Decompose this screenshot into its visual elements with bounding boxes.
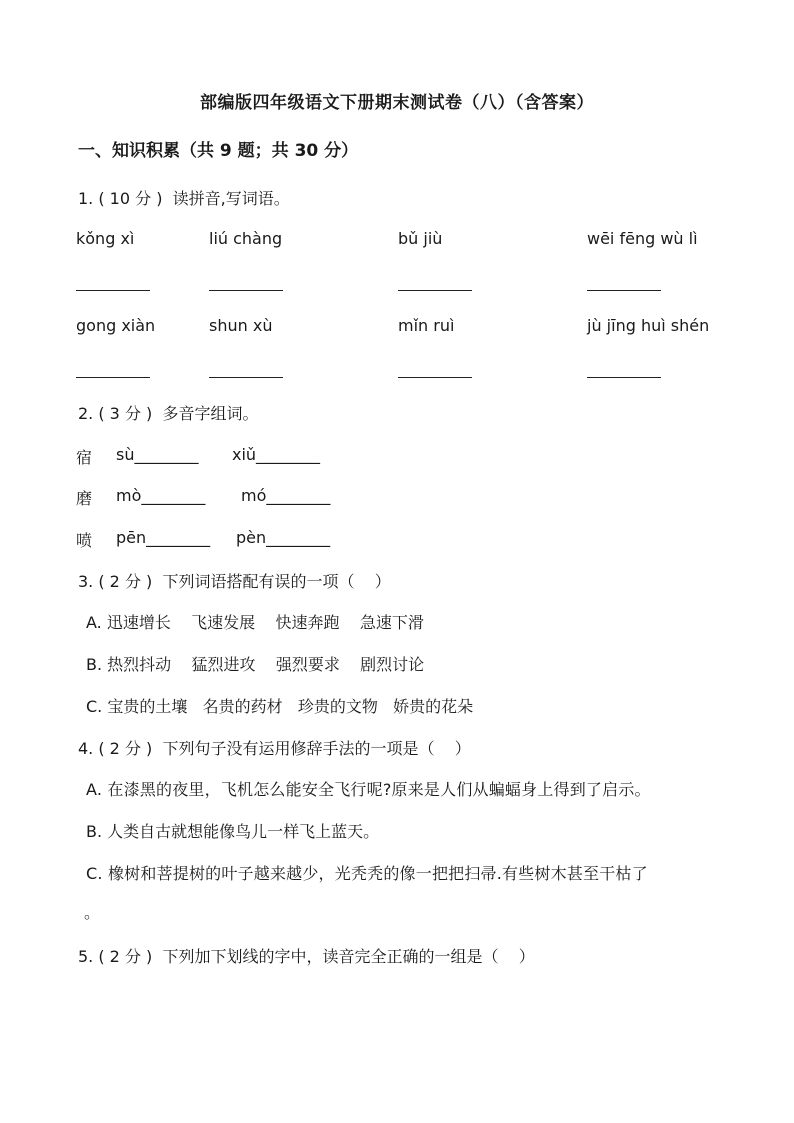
- polyphone-char: 喷: [76, 531, 93, 550]
- option-b[interactable]: B. 热烈抖动 猛烈进攻 强烈要求 剧烈讨论: [86, 655, 425, 674]
- question-4-stem: 4. ( 2 分 ) 下列句子没有运用修辞手法的一项是（ ）: [78, 739, 471, 758]
- option-a[interactable]: A. 迅速增长 飞速发展 快速奔跑 急速下滑: [86, 613, 424, 632]
- pinyin-item: mǐn ruì: [398, 316, 455, 335]
- question-2-stem: 2. ( 3 分 ) 多音字组词。: [78, 404, 259, 423]
- option-a[interactable]: A. 在漆黑的夜里，飞机怎么能安全飞行呢?原来是人们从蝙蝠身上得到了启示。: [86, 780, 651, 799]
- pinyin-item: gong xiàn: [76, 316, 156, 335]
- option-c-continuation: 。: [84, 903, 101, 922]
- page-title: 部编版四年级语文下册期末测试卷（八）（含答案）: [200, 93, 594, 113]
- pinyin-item: bǔ jiù: [398, 229, 443, 248]
- polyphone-reading-b[interactable]: xiǔ________: [232, 445, 321, 464]
- answer-blank[interactable]: [76, 290, 150, 291]
- polyphone-reading-b[interactable]: pèn________: [236, 528, 331, 547]
- pinyin-item: liú chàng: [209, 229, 283, 248]
- answer-blank[interactable]: [398, 290, 472, 291]
- polyphone-char: 宿: [76, 448, 93, 467]
- pinyin-item: shun xù: [209, 316, 273, 335]
- option-b[interactable]: B. 人类自古就想能像鸟儿一样飞上蓝天。: [86, 822, 380, 841]
- answer-blank[interactable]: [76, 377, 150, 378]
- question-3-stem: 3. ( 2 分 ) 下列词语搭配有误的一项（ ）: [78, 572, 391, 591]
- polyphone-reading-b[interactable]: mó________: [241, 486, 331, 505]
- question-1-stem: 1. ( 10 分 ) 读拼音,写词语。: [78, 189, 290, 208]
- polyphone-reading-a[interactable]: mò________: [116, 486, 206, 505]
- option-c[interactable]: C. 宝贵的土壤 名贵的药材 珍贵的文物 娇贵的花朵: [86, 697, 474, 716]
- answer-blank[interactable]: [587, 377, 661, 378]
- pinyin-item: kǒng xì: [76, 229, 135, 248]
- option-c[interactable]: C. 橡树和菩提树的叶子越来越少，光秃秃的像一把把扫帚.有些树木甚至干枯了: [86, 864, 648, 883]
- answer-blank[interactable]: [398, 377, 472, 378]
- polyphone-reading-a[interactable]: pēn________: [116, 528, 211, 547]
- polyphone-reading-a[interactable]: sù________: [116, 445, 199, 464]
- answer-blank[interactable]: [209, 290, 283, 291]
- polyphone-char: 磨: [76, 489, 93, 508]
- answer-blank[interactable]: [587, 290, 661, 291]
- question-5-stem: 5. ( 2 分 ) 下列加下划线的字中，读音完全正确的一组是（ ）: [78, 947, 535, 966]
- section-heading: 一、知识积累（共 9 题；共 30 分）: [78, 141, 359, 161]
- pinyin-item: jù jīng huì shén: [587, 316, 710, 335]
- answer-blank[interactable]: [209, 377, 283, 378]
- pinyin-item: wēi fēng wù lì: [587, 229, 698, 248]
